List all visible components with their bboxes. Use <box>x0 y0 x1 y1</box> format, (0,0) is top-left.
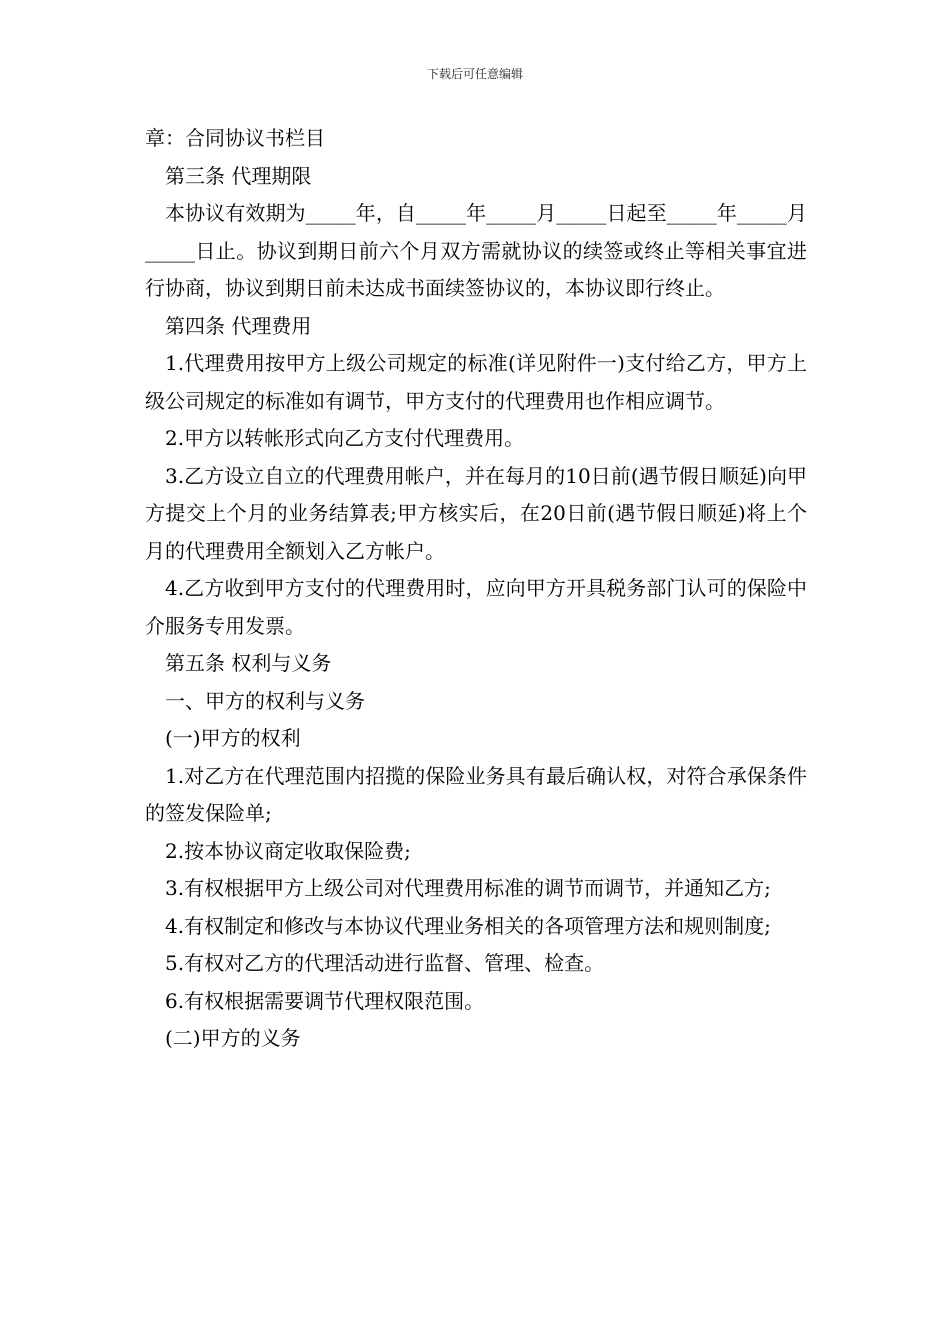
party-a-rights-obligations-heading: 一、甲方的权利与义务 <box>165 688 365 713</box>
party-a-right-6: 6.有权根据需要调节代理权限范围。 <box>165 988 485 1013</box>
article-5-title: 第五条 权利与义务 <box>165 651 332 675</box>
article-3-title: 第三条 代理期限 <box>165 163 312 188</box>
document-body <box>145 120 807 1058</box>
party-a-right-1: 1.对乙方在代理范围内招揽的保险业务具有最后确认权，对符合承保条件的签发保险单; <box>145 763 807 825</box>
article-3-paragraph: 本协议有效期为_____年，自_____年_____月_____日起至_____年_____月_____日止。协议到期日前六个月双方需就协议的续签或终止等相关事宜进行协商，协议到期日前未达成书面续签协议的，本协议即行终止。 <box>145 201 807 300</box>
party-a-obligations-heading: (二)甲方的义务 <box>165 1026 301 1050</box>
party-a-rights-heading: (一)甲方的权利 <box>165 726 301 750</box>
party-a-right-3: 3.有权根据甲方上级公司对代理费用标准的调节而调节，并通知乙方; <box>165 876 771 900</box>
page-header: 下载后可任意编辑 <box>426 67 523 81</box>
article-4-item-1: 1.代理费用按甲方上级公司规定的标准(详见附件一)支付给乙方，甲方上级公司规定的标准如有调节，甲方支付的代理费用也作相应调节。 <box>145 351 807 413</box>
article-4-item-4: 4.乙方收到甲方支付的代理费用时，应向甲方开具税务部门认可的保险中介服务专用发票。 <box>145 576 807 638</box>
party-a-right-5: 5.有权对乙方的代理活动进行监督、管理、检查。 <box>165 951 605 975</box>
paragraph-section-heading: 章：合同协议书栏目 <box>145 126 325 150</box>
party-a-right-4: 4.有权制定和修改与本协议代理业务相关的各项管理方法和规则制度; <box>165 913 771 938</box>
article-4-title: 第四条 代理费用 <box>165 313 312 338</box>
article-4-item-2: 2.甲方以转帐形式向乙方支付代理费用。 <box>165 426 525 450</box>
party-a-right-2: 2.按本协议商定收取保险费; <box>165 838 411 863</box>
article-4-item-3: 3.乙方设立自立的代理费用帐户，并在每月的10日前(遇节假日顺延)向甲方提交上个月的业务结算表;甲方核实后，在20日前(遇节假日顺延)将上个月的代理费用全额划入乙方帐户。 <box>145 463 807 563</box>
